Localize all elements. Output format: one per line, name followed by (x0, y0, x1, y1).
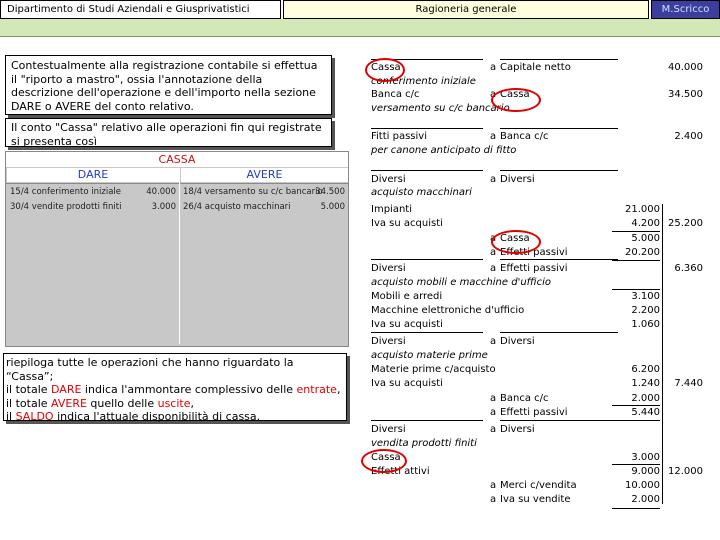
journal-account-text: Fitti passivi (371, 131, 427, 142)
journal-separator-line (371, 259, 483, 260)
journal-account-text: Diversi (371, 336, 406, 347)
summary-line-3: il totale AVERE quello delle uscite, (6, 396, 194, 410)
journal-separator-line (371, 332, 483, 333)
course-title-header: Ragioneria generale (283, 0, 649, 19)
dare-row-desc: 30/4 vendite prodotti finiti (10, 202, 122, 212)
summary-line-4: il SALDO indica l'attuale disponibilità di cassa. (6, 410, 261, 423)
journal-separator-line (500, 259, 618, 260)
journal-a-marker: a (490, 62, 497, 73)
journal-account-text: Diversi (371, 424, 406, 435)
journal-account-text: acquisto macchinari (371, 187, 472, 198)
journal-a-marker: a (490, 336, 497, 347)
journal-account-text: Diversi (500, 424, 535, 435)
journal-account-text: Diversi (500, 336, 535, 347)
journal-total-amount: 7.440 (674, 378, 703, 389)
journal-account-text: acquisto mobili e macchine d'ufficio (371, 277, 552, 288)
journal-account-text: Capitale netto (500, 62, 571, 73)
account-divider (179, 168, 180, 344)
journal-account-text: Banca c/c (371, 89, 420, 100)
journal-a-marker: a (490, 89, 497, 100)
journal-account-text: Iva su vendite (500, 494, 571, 505)
avere-row-amount: 34.500 (315, 187, 345, 197)
journal-account-text: versamento su c/c bancario (371, 103, 510, 114)
avere-row-amount: 5.000 (320, 202, 345, 212)
cassa-ledger-account (5, 151, 349, 347)
journal-account-text: Effetti passivi (500, 247, 568, 258)
journal-account-text: Materie prime c/acquisto (371, 364, 496, 375)
journal-total-amount: 40.000 (668, 62, 703, 73)
journal-partial-amount: 1.060 (631, 319, 660, 330)
journal-account-text: Effetti passivi (500, 263, 568, 274)
mastro-explanation-note: Contestualmente alla registrazione contabile si effettua il "riporto a mastro", ossia l'annotazione della descrizione dell'operazione e dell'importo nella sezione DARE o AVERE del conto relativo. (5, 55, 332, 115)
journal-account-text: Iva su acquisti (371, 218, 443, 229)
journal-a-marker: a (490, 393, 497, 404)
journal-a-marker: a (490, 131, 497, 142)
dare-column-header: DARE (7, 168, 179, 182)
avere-row (183, 187, 345, 198)
journal-account-text: Diversi (371, 263, 406, 274)
journal-account-text: Banca c/c (500, 393, 549, 404)
journal-separator-line (371, 170, 483, 171)
dare-row-amount: 40.000 (146, 187, 176, 197)
account-title: CASSA (6, 152, 348, 167)
journal-separator-line (500, 128, 618, 129)
journal-account-text: Diversi (371, 174, 406, 185)
dare-row (10, 187, 176, 198)
journal-separator-line (612, 260, 660, 261)
journal-account-text: acquisto materie prime (371, 350, 488, 361)
journal-account-text: Cassa (371, 452, 401, 463)
journal-partial-amount: 21.000 (625, 204, 660, 215)
journal-account-text: Banca c/c (500, 131, 549, 142)
journal-partial-amount: 10.000 (625, 480, 660, 491)
journal-partial-amount: 6.200 (631, 364, 660, 375)
dare-row (10, 202, 176, 213)
journal-account-text: Effetti attivi (371, 466, 430, 477)
cassa-summary-note (3, 353, 347, 421)
journal-partial-amount: 2.000 (631, 393, 660, 404)
journal-account-text: Macchine elettroniche d'ufficio (371, 305, 525, 316)
dare-row-desc: 15/4 conferimento iniziale (10, 187, 121, 197)
journal-partial-amount: 5.000 (631, 233, 660, 244)
dare-row-amount: 3.000 (151, 202, 176, 212)
journal-separator-line (612, 464, 660, 465)
journal-account-text: Iva su acquisti (371, 319, 443, 330)
journal-a-marker: a (490, 407, 497, 418)
avere-row-desc: 26/4 acquisto macchinari (183, 202, 291, 212)
journal-a-marker: a (490, 174, 497, 185)
journal-account-text: Cassa (500, 89, 530, 100)
journal-entries (357, 44, 720, 524)
journal-a-marker: a (490, 480, 497, 491)
journal-partial-amount: 3.100 (631, 291, 660, 302)
journal-partial-amount: 4.200 (631, 218, 660, 229)
journal-account-text: Cassa (500, 233, 530, 244)
avere-column-header: AVERE (181, 168, 348, 182)
cassa-account-note: Il conto "Cassa" relativo alle operazioni fin qui registrate si presenta così (5, 118, 332, 147)
journal-separator-line (612, 420, 660, 421)
journal-total-amount: 6.360 (674, 263, 703, 274)
journal-partial-amount: 2.200 (631, 305, 660, 316)
journal-separator-line (500, 420, 618, 421)
header-band (0, 19, 720, 37)
cassa-highlight-circle (365, 58, 405, 82)
journal-account-text: conferimento iniziale (371, 76, 476, 87)
journal-account-text: Impianti (371, 204, 412, 215)
journal-a-marker: a (490, 494, 497, 505)
journal-account-text: Iva su acquisti (371, 378, 443, 389)
journal-separator-line (371, 128, 483, 129)
journal-a-marker: a (490, 263, 497, 274)
journal-a-marker: a (490, 233, 497, 244)
journal-partial-amount: 3.000 (631, 452, 660, 463)
journal-separator-line (500, 59, 618, 60)
journal-total-amount: 2.400 (674, 131, 703, 142)
journal-total-amount: 12.000 (668, 466, 703, 477)
journal-account-text: vendita prodotti finiti (371, 438, 477, 449)
journal-partial-amount: 1.240 (631, 378, 660, 389)
journal-account-text: Effetti passivi (500, 407, 568, 418)
journal-separator-line (612, 231, 660, 232)
journal-a-marker: a (490, 247, 497, 258)
journal-separator-line (612, 289, 660, 290)
cassa-highlight-circle (361, 449, 407, 473)
summary-line-2: il totale DARE indica l'ammontare complessivo delle entrate, (6, 383, 341, 396)
avere-row (183, 202, 345, 213)
summary-line-1: riepiloga tutte le operazioni che hanno riguardato la “Cassa”; (6, 356, 294, 383)
journal-account-text: Diversi (500, 174, 535, 185)
account-header-line (6, 183, 348, 184)
avere-row-desc: 18/4 versamento su c/c bancario (183, 187, 323, 197)
journal-total-amount: 34.500 (668, 89, 703, 100)
journal-account-text: Merci c/vendita (500, 480, 577, 491)
journal-account-text: per canone anticipato di fitto (371, 145, 517, 156)
journal-separator-line (500, 170, 618, 171)
journal-separator-line (500, 332, 618, 333)
journal-partial-amount: 20.200 (625, 247, 660, 258)
journal-separator-line (612, 405, 660, 406)
journal-partial-amount: 2.000 (631, 494, 660, 505)
department-header: Dipartimento di Studi Aziendali e Giusprivatistici (0, 0, 281, 19)
journal-vertical-rule (662, 204, 663, 504)
journal-partial-amount: 9.000 (631, 466, 660, 477)
journal-account-text: Mobili e arredi (371, 291, 443, 302)
journal-separator-line (371, 420, 483, 421)
journal-account-text: Cassa (371, 62, 401, 73)
author-header: M.Scricco (651, 0, 720, 19)
journal-a-marker: a (490, 424, 497, 435)
journal-total-amount: 25.200 (668, 218, 703, 229)
journal-partial-amount: 5.440 (631, 407, 660, 418)
cassa-highlight-circle (491, 88, 541, 112)
cassa-highlight-circle (491, 230, 541, 254)
journal-separator-line (612, 508, 660, 509)
